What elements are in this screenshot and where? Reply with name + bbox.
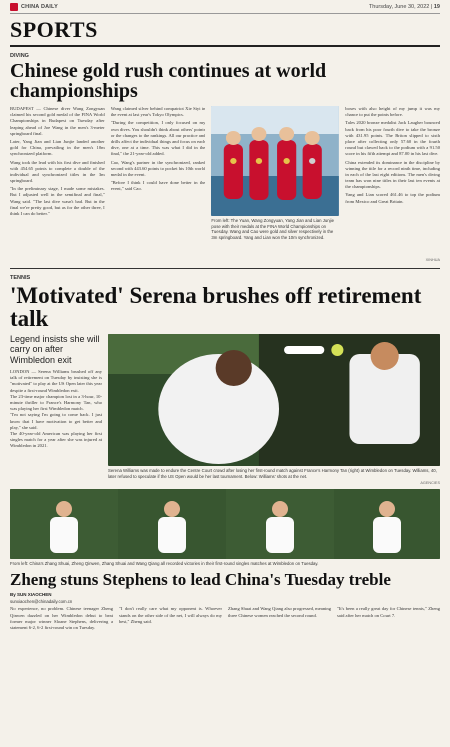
paragraph: Zhang Shuai and Wang Qiang also progressed, meaning three Chinese women reached the second round. xyxy=(228,606,331,618)
paragraph: "I don't really care what my opponent is. Whoever stands on the other side of the net, I will always do my best," Zheng said. xyxy=(119,606,222,624)
paragraph: Wang claimed silver behind compatriot Xie Siyi in the event at last year's Tokyo Olympics. xyxy=(110,106,206,118)
story3-headline: Zheng stuns Stephens to lead China's Tuesday treble xyxy=(10,569,391,589)
story1-col2 xyxy=(111,106,206,256)
serena-williams-photo xyxy=(108,334,440,466)
masthead-bar xyxy=(10,0,440,14)
story2-kicker: TENNIS xyxy=(10,275,31,281)
story2-photo-caption: Serena Williams was made to endure the Centre Court crowd after losing her first-round match against France's Harmony Tan (right) at Wimbledon on Tuesday. Williams, 40, later refused to speculate if the US Open would be her last tournament. Below: Williams' shots at the net. xyxy=(108,468,437,479)
paragraph: "I'm not saying I'm going to come back. I just know that I have motivation to get better and play," she said. xyxy=(10,412,102,430)
story2-deck: Legend insists she will carry on after Wimbledon exit xyxy=(10,334,100,365)
story1-photo-caption: From left: The Yuan, Wang Zongyuan, Yang Jian and Lian Junjie pose with their medals at the FINA World Championships on Tuesday. Wang and Cao were gold and silver respectively in the 3m springboard. Yang and Lian won the 10m synchronized. xyxy=(211,218,334,240)
story3-byline-email: sunxiaochen@chinadaily.com.cn xyxy=(10,598,73,604)
story3-photo-caption: From left: China's Zhang Shuai, Zheng Qinwen, Zhang Shuai and Wang Qiang all recorded victories in their first-round singles matches at Wimbledon on Tuesday. xyxy=(10,561,319,567)
story3-col2 xyxy=(119,606,222,633)
issue-date: Thursday, June 30, 2022 xyxy=(368,3,430,10)
story1-col1 xyxy=(10,106,105,256)
story1-body xyxy=(10,106,440,256)
paragraph: Yang and Lian scored 461.46 to top the podium from Mexico and Great Britain. xyxy=(345,192,440,204)
section-title: SPORTS xyxy=(10,17,440,47)
story3-byline: By SUN XIAOCHEN xyxy=(10,591,52,597)
masthead-logo xyxy=(10,3,58,11)
masthead-date-page: Thursday, June 30, 2022 | 19 xyxy=(368,3,440,10)
paragraph: LONDON — Serena Williams brushed off any talk of retirement on Tuesday by insisting she is "motivated" to play at the US Open later this year despite a first-round Wimbledon exit. xyxy=(10,369,102,393)
paragraph: No experience, no problem. Chinese teenager Zheng Qinwen dazzled on her Wimbledon debut to beat former major winner Sloane Stephens, delivering a statement 6-2, 6-2 first-round win on Tuesday. xyxy=(10,606,113,630)
paragraph: Tales 2020 bronze medalist Jack Laugher bounced back from his poor fourth dive to take the bronze with 431.95 points. The Briton slipped to sixth place after collecting only 57.60 in the fourth round but clawed back to the podium with a 91.50 score in his fifth attempt and 87.00 in his last dive. xyxy=(345,120,440,157)
story1-headline: Chinese gold rush continues at world championships xyxy=(10,60,327,102)
story3 xyxy=(10,489,440,633)
divider xyxy=(10,268,440,269)
story2-photo-block xyxy=(108,334,440,479)
divers-podium-photo xyxy=(211,106,339,216)
logo-text: CHINA DAILY xyxy=(21,3,58,10)
story3-col1 xyxy=(10,606,113,633)
story3-col4 xyxy=(337,606,440,633)
paragraph: The 40-year-old American was playing her first singles match for a year after she was injured at Wimbledon in 2021. xyxy=(10,430,102,449)
paragraph: Wang took the lead with his first dive and finished with 454.65 points to complete a double of the individual and synchronized titles in the 3m springboard. xyxy=(10,159,105,184)
page-number: 19 xyxy=(433,3,440,10)
paragraph: BUDAPEST — Chinese diver Wang Zongyuan claimed his second gold medal of the FINA World Championships in Budapest on Tuesday after leaping ahead of Joe Wang in the men's 3-meter springboard final. xyxy=(10,106,105,136)
story2-headline: 'Motivated' Serena brushes off retirement talk xyxy=(10,283,422,331)
story3-col3 xyxy=(228,606,331,633)
logo-icon xyxy=(10,3,18,11)
paragraph: "In the preliminary stage, I made some mistakes. But I adjusted well in the semifinal and final," Wang said. "The last dive wasn't bad. But in the final we're pretty good, but as for the other three, I think I can do better." xyxy=(10,186,105,216)
paragraph: Cao, Wang's partner in the synchronized, ranked second with 443.60 points to pocket his 10th world medal in the event. xyxy=(110,159,206,177)
story2-text xyxy=(10,369,102,449)
story1-col4 xyxy=(345,106,440,256)
story2-credit: AGENCIES xyxy=(420,481,440,486)
paragraph: China extended its dominance in the discipline by winning the title for a record ninth time, including in each of the last eight editions. The men's diving team has won nine titles in their last ten events at the championships. xyxy=(345,159,440,190)
chinese-players-photo-strip xyxy=(10,489,440,559)
story3-text xyxy=(10,606,440,633)
story1-photo-block xyxy=(211,106,339,256)
story2-left-column xyxy=(10,334,102,479)
paragraph: "Before I think I could have done better in the event," said Cao. xyxy=(110,180,206,192)
paragraph: Later, Yang Jian and Lian Junjie landed another gold for China, prevailing in the men's 10m synchronized platform. xyxy=(10,138,105,157)
story2-body xyxy=(10,334,440,479)
paragraph: "During the competition, I only focused on my own dives. You shouldn't think about others' points or the changes to the rankings. All our practice and drills affect the individual things and focus on each dive, one at a time. This was what I did in the final," the 21-year-old added. xyxy=(110,120,206,157)
story1-kicker: DIVING xyxy=(10,53,29,59)
paragraph: "It's been a really great day for Chinese tennis," Zheng said after her match on Court 7. xyxy=(337,606,440,618)
story1-credit: XINHUA xyxy=(425,258,440,262)
paragraph: boxes with also height of my jump it was my chance to put the points before. xyxy=(345,106,440,118)
paragraph: The 23-time major champion lost in a 3-hour, 10-minute thriller to France's Harmony Tan, who was playing her first Wimbledon match. xyxy=(10,393,102,412)
